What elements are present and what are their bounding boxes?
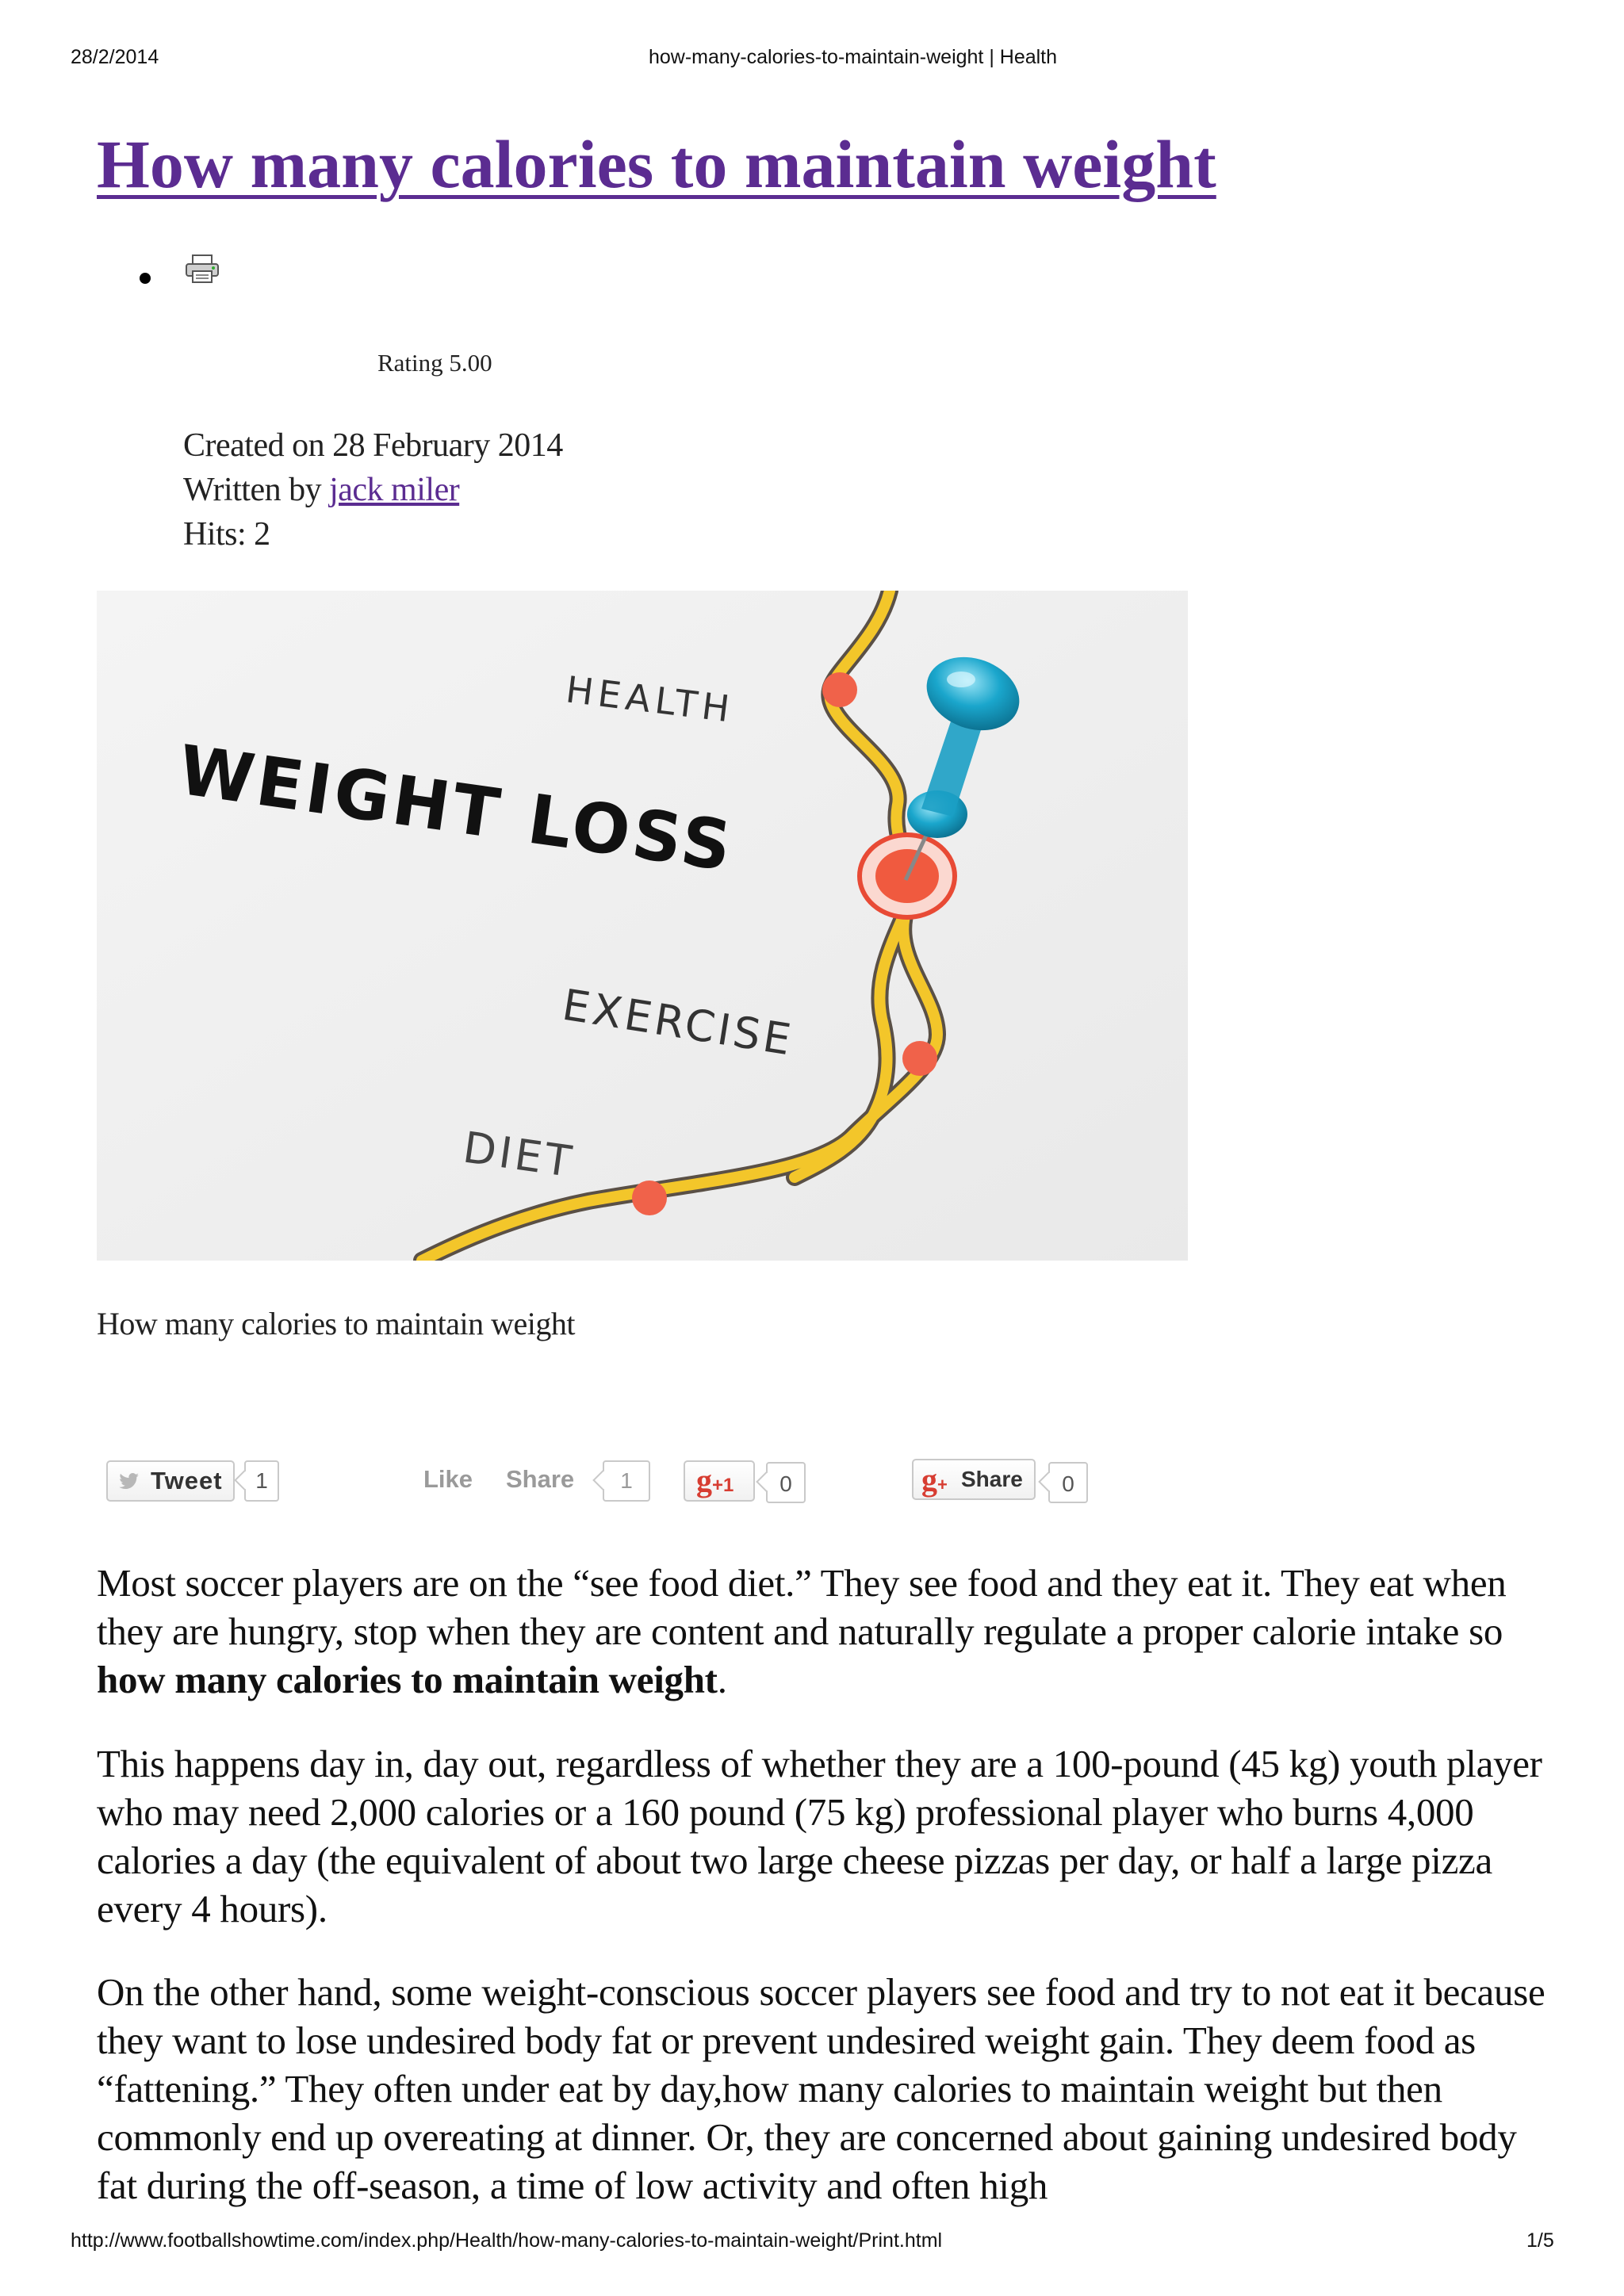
written-by [183,468,563,512]
hits-count: Hits: 2 [183,516,270,553]
tweet-button[interactable] [106,1460,235,1502]
weight-loss-roadmap-image [97,591,1188,1261]
word-diet: DIET [460,1122,578,1188]
tweet-label: Tweet [151,1467,223,1494]
google-plus-share-icon: g+ [921,1462,948,1498]
created-date: Created on 28 February 2014 [183,427,563,464]
paragraph-1-keyword: how many calories to maintain weight [97,1658,718,1701]
word-exercise: EXERCISE [558,979,798,1066]
paragraph-1-text: Most soccer players are on the “see food diet.” They see food and they eat it. They eat when they are hungry, stop when they are content and naturally regulate a proper calorie intake so [97,1561,1507,1653]
facebook-share-button[interactable]: Share [506,1465,575,1493]
google-share-label: Share [961,1467,1023,1491]
article-title-link[interactable]: How many calories to maintain weight [97,126,1216,202]
print-header [0,46,1624,70]
facebook-share-count: 1 [603,1460,650,1502]
facebook-like-button[interactable]: Like [423,1465,473,1493]
body-paragraph-3: On the other hand, some weight-conscious soccer players see food and try to not eat it because they want to lose undesired body fat or prevent undesired weight gain. They deem food as “fattening.” They often under eat by day,how many calories to maintain weight but then commonly end up overeating at dinner. Or, they are concerned about gaining undesired body fat during the off-season, a time of low activity and often high [97,1970,1545,2207]
written-by-label: Written by [183,472,330,508]
google-plus-icon: g [696,1463,712,1498]
image-caption: How many calories to maintain weight [97,1306,575,1341]
share-buttons-row [0,1457,1624,1505]
printer-icon[interactable] [184,254,220,284]
tweet-count: 1 [244,1460,279,1502]
google-plus-one-button[interactable] [684,1460,755,1502]
body-paragraph-2: This happens day in, day out, regardless of whether they are a 100-pound (45 kg) youth player who may need 2,000 calories or a 160 pound (75 kg) professional player who burns 4,000 calories a day (the equivalent of about two large cheese pizzas per day, or half a large pizza every 4 hours). [97,1742,1542,1931]
list-bullet [140,273,151,284]
google-plus-share-button[interactable] [912,1459,1036,1500]
google-plus-share-count: 0 [1048,1462,1088,1503]
author-link[interactable]: jack miler [329,472,460,508]
print-url: http://www.footballshowtime.com/index.php/Health/how-many-calories-to-maintain-weight/Print.html [71,2229,943,2252]
print-page-title: how-many-calories-to-maintain-weight | Health [649,46,1058,68]
word-weight-loss: WEIGHT LOSS [174,730,739,888]
body-paragraph-1 [97,1559,1548,1704]
twitter-bird-icon [119,1473,140,1489]
word-health: HEALTH [563,668,737,731]
article-rating: Rating 5.00 [377,349,492,377]
print-footer [0,2229,1624,2253]
plus-one-label: +1 [712,1475,734,1496]
google-plus-one-count: 0 [766,1462,806,1503]
print-date: 28/2/2014 [71,46,159,68]
paragraph-1-end: . [717,1658,727,1701]
print-page-number: 1/5 [1526,2229,1554,2252]
article-meta [183,423,563,557]
